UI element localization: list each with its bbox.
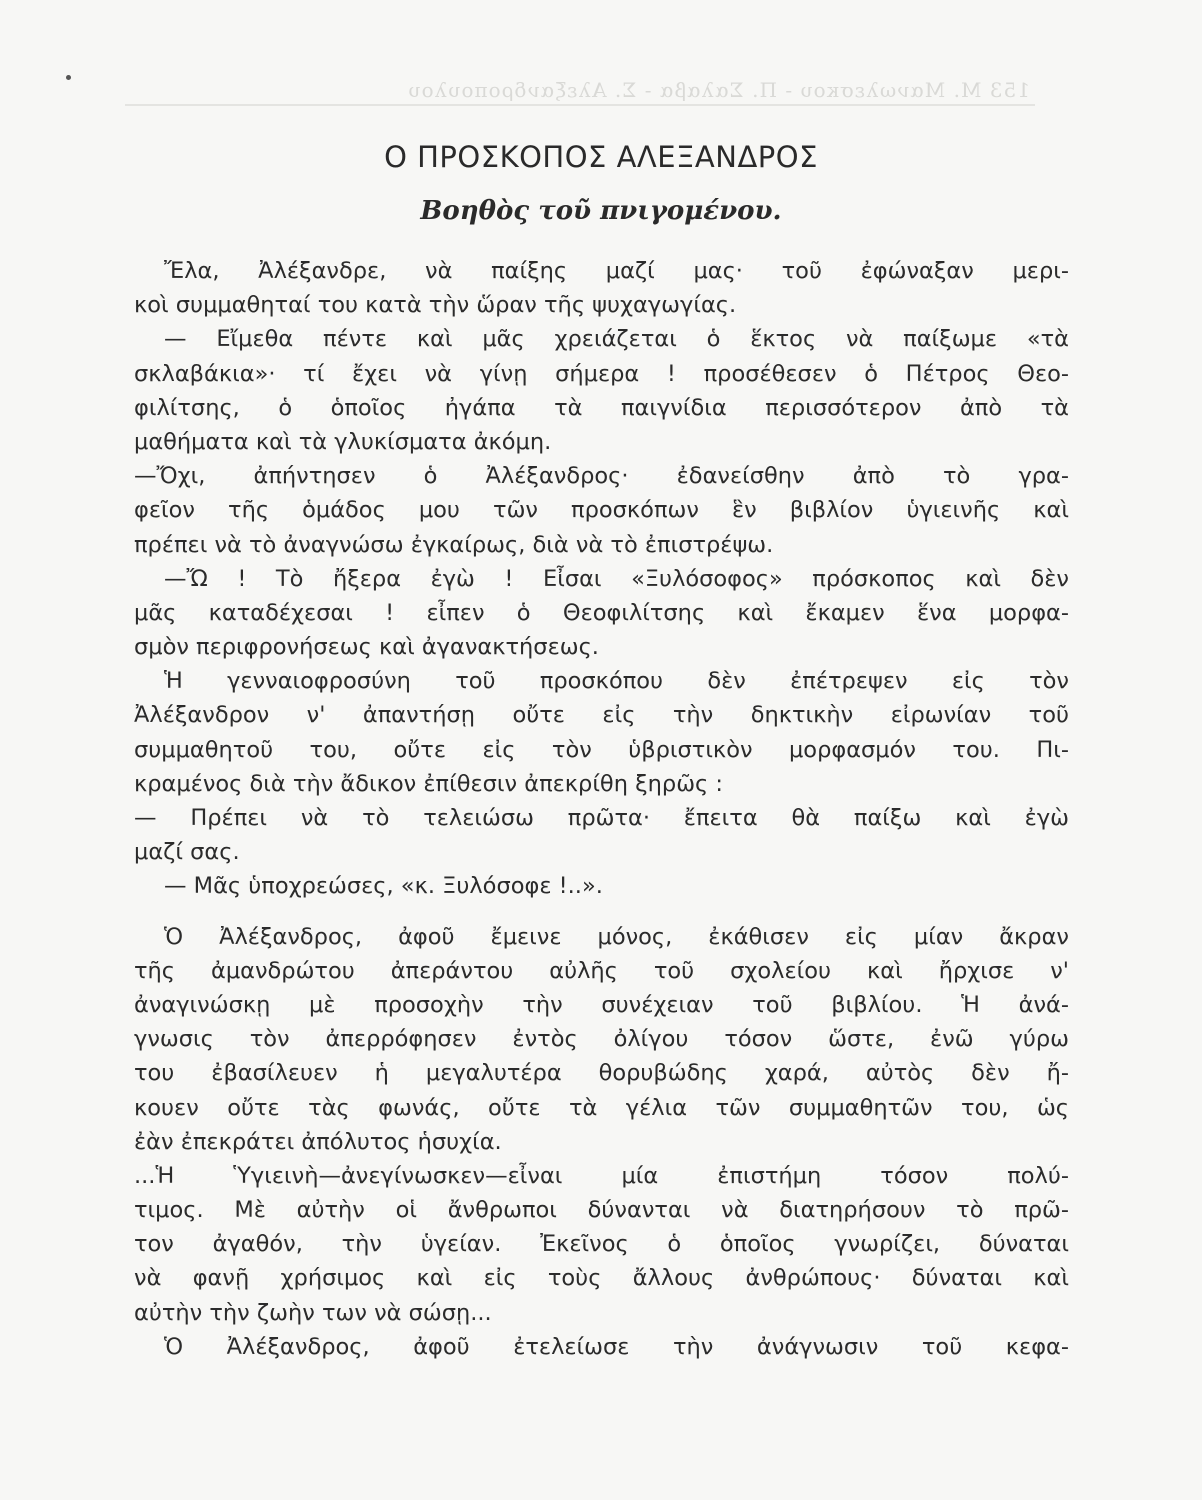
- text-line: ἀναγινώσκῃ μὲ προσοχὴν τὴν συνέχειαν τοῦ βιβλίου. Ἡ ἀνά-: [134, 991, 1069, 1018]
- text-line: μᾶς καταδέχεσαι ! εἶπεν ὁ Θεοφιλίτσης καὶ ἔκαμεν ἕνα μορφα-: [134, 599, 1069, 626]
- text-line: νὰ φανῇ χρήσιμος καὶ εἰς τοὺς ἄλλους ἀνθρώπους· δύναται καὶ: [134, 1265, 1069, 1292]
- text-line: γνωσις τὸν ἀπερρόφησεν ἐντὸς ὀλίγου τόσον ὥστε, ἐνῶ γύρω: [134, 1026, 1069, 1053]
- text-line: — Πρέπει νὰ τὸ τελειώσω πρῶτα· ἔπειτα θὰ παίξω καὶ ἐγὼ: [134, 805, 1069, 831]
- text-line: τῆς ἀμανδρώτου ἀπεράντου αὐλῆς τοῦ σχολείου καὶ ἤρχισε ν': [134, 957, 1069, 984]
- text-line: Ἔλα, Ἀλέξανδρε, νὰ παίξης μαζί μας· τοῦ ἐφώναξαν μερι-: [164, 258, 1069, 284]
- text-line: μαθήματα καὶ τὰ γλυκίσματα ἀκόμη.: [134, 428, 552, 455]
- text-line: πρέπει νὰ τὸ ἀναγνώσω ἐγκαίρως, διὰ νὰ τὸ ἐπιστρέψω.: [134, 531, 774, 558]
- chapter-title: Ο ΠΡΟΣΚΟΠΟΣ ΑΛΕΞΑΝΔΡΟΣ: [384, 140, 818, 174]
- text-line: κουεν οὔτε τὰς φωνάς, οὔτε τὰ γέλια τῶν συμμαθητῶν του, ὡς: [134, 1094, 1069, 1121]
- text-line: τον ἀγαθόν, τὴν ὑγείαν. Ἐκεῖνος ὁ ὁποῖος γνωρίζει, δύναται: [134, 1231, 1069, 1258]
- running-head-bleedthrough: 153 M. Μανωλεσκου - Π. Σαλαβα - Σ. Αλεξανδροπουλου: [407, 78, 1030, 102]
- text-line: φιλίτσης, ὁ ὁποῖος ἠγάπα τὰ παιγνίδια περισσότερον ἀπὸ τὰ: [134, 394, 1069, 421]
- ink-speck: [66, 75, 71, 80]
- text-line: Ὁ Ἀλέξανδρος, ἀφοῦ ἐτελείωσε τὴν ἀνάγνωσιν τοῦ κεφα-: [164, 1333, 1069, 1360]
- body-text: [134, 254, 1069, 1364]
- text-line: αὐτὴν τὴν ζωὴν των νὰ σώσῃ...: [134, 1299, 492, 1326]
- text-line: — Εἴμεθα πέντε καὶ μᾶς χρειάζεται ὁ ἕκτος νὰ παίξωμε «τὰ: [164, 326, 1069, 353]
- text-line: —Ὄχι, ἀπήντησεν ὁ Ἀλέξανδρος· ἐδανείσθην ἀπὸ τὸ γρα-: [134, 463, 1069, 490]
- text-line: κοὶ συμμαθηταί του κατὰ τὴν ὥραν τῆς ψυχαγωγίας.: [134, 292, 737, 319]
- text-line: Ἡ γενναιοφροσύνη τοῦ προσκόπου δὲν ἐπέτρεψεν εἰς τὸν: [164, 668, 1069, 695]
- text-line: συμμαθητοῦ του, οὔτε εἰς τὸν ὑβριστικὸν μορφασμόν του. Πι-: [134, 736, 1069, 763]
- text-line: τιμος. Μὲ αὐτὴν οἱ ἄνθρωποι δύνανται νὰ διατηρήσουν τὸ πρῶ-: [134, 1197, 1069, 1224]
- text-line: σμὸν περιφρονήσεως καὶ ἀγανακτήσεως.: [134, 634, 599, 661]
- text-line: ...Ἡ Ὑγιεινὴ—ἀνεγίνωσκεν—εἶναι μία ἐπιστήμη τόσον πολύ-: [134, 1162, 1069, 1189]
- text-line: κραμένος διὰ τὴν ἄδικον ἐπίθεσιν ἀπεκρίθη ξηρῶς :: [134, 770, 723, 797]
- text-line: Ἀλέξανδρον ν' ἀπαντήσῃ οὔτε εἰς τὴν δηκτικὴν εἰρωνίαν τοῦ: [134, 702, 1069, 729]
- chapter-subtitle: Βοηθὸς τοῦ πνιγομένου.: [420, 196, 782, 226]
- text-line: ἐὰν ἐπεκράτει ἀπόλυτος ἡσυχία.: [134, 1128, 502, 1155]
- text-line: του ἐβασίλευεν ἡ μεγαλυτέρα θορυβώδης χαρά, αὐτὸς δὲν ἤ-: [134, 1060, 1069, 1087]
- text-line: φεῖον τῆς ὁμάδος μου τῶν προσκόπων ἓν βιβλίον ὑγιεινῆς καὶ: [134, 497, 1069, 524]
- header-rule: [125, 104, 1035, 106]
- text-line: σκλαβάκια»· τί ἔχει νὰ γίνῃ σήμερα ! προσέθεσεν ὁ Πέτρος Θεο-: [134, 360, 1069, 387]
- text-line: μαζί σας.: [134, 839, 240, 866]
- text-line: Ὁ Ἀλέξανδρος, ἀφοῦ ἔμεινε μόνος, ἐκάθισεν εἰς μίαν ἄκραν: [164, 923, 1069, 950]
- text-line: —Ὤ ! Τὸ ἤξερα ἐγὼ ! Εἶσαι «Ξυλόσοφος» πρόσκοπος καὶ δὲν: [164, 565, 1069, 592]
- paragraph-gap: [134, 904, 1069, 920]
- text-line: — Μᾶς ὑποχρεώσες, «κ. Ξυλόσοφε !..».: [164, 873, 603, 900]
